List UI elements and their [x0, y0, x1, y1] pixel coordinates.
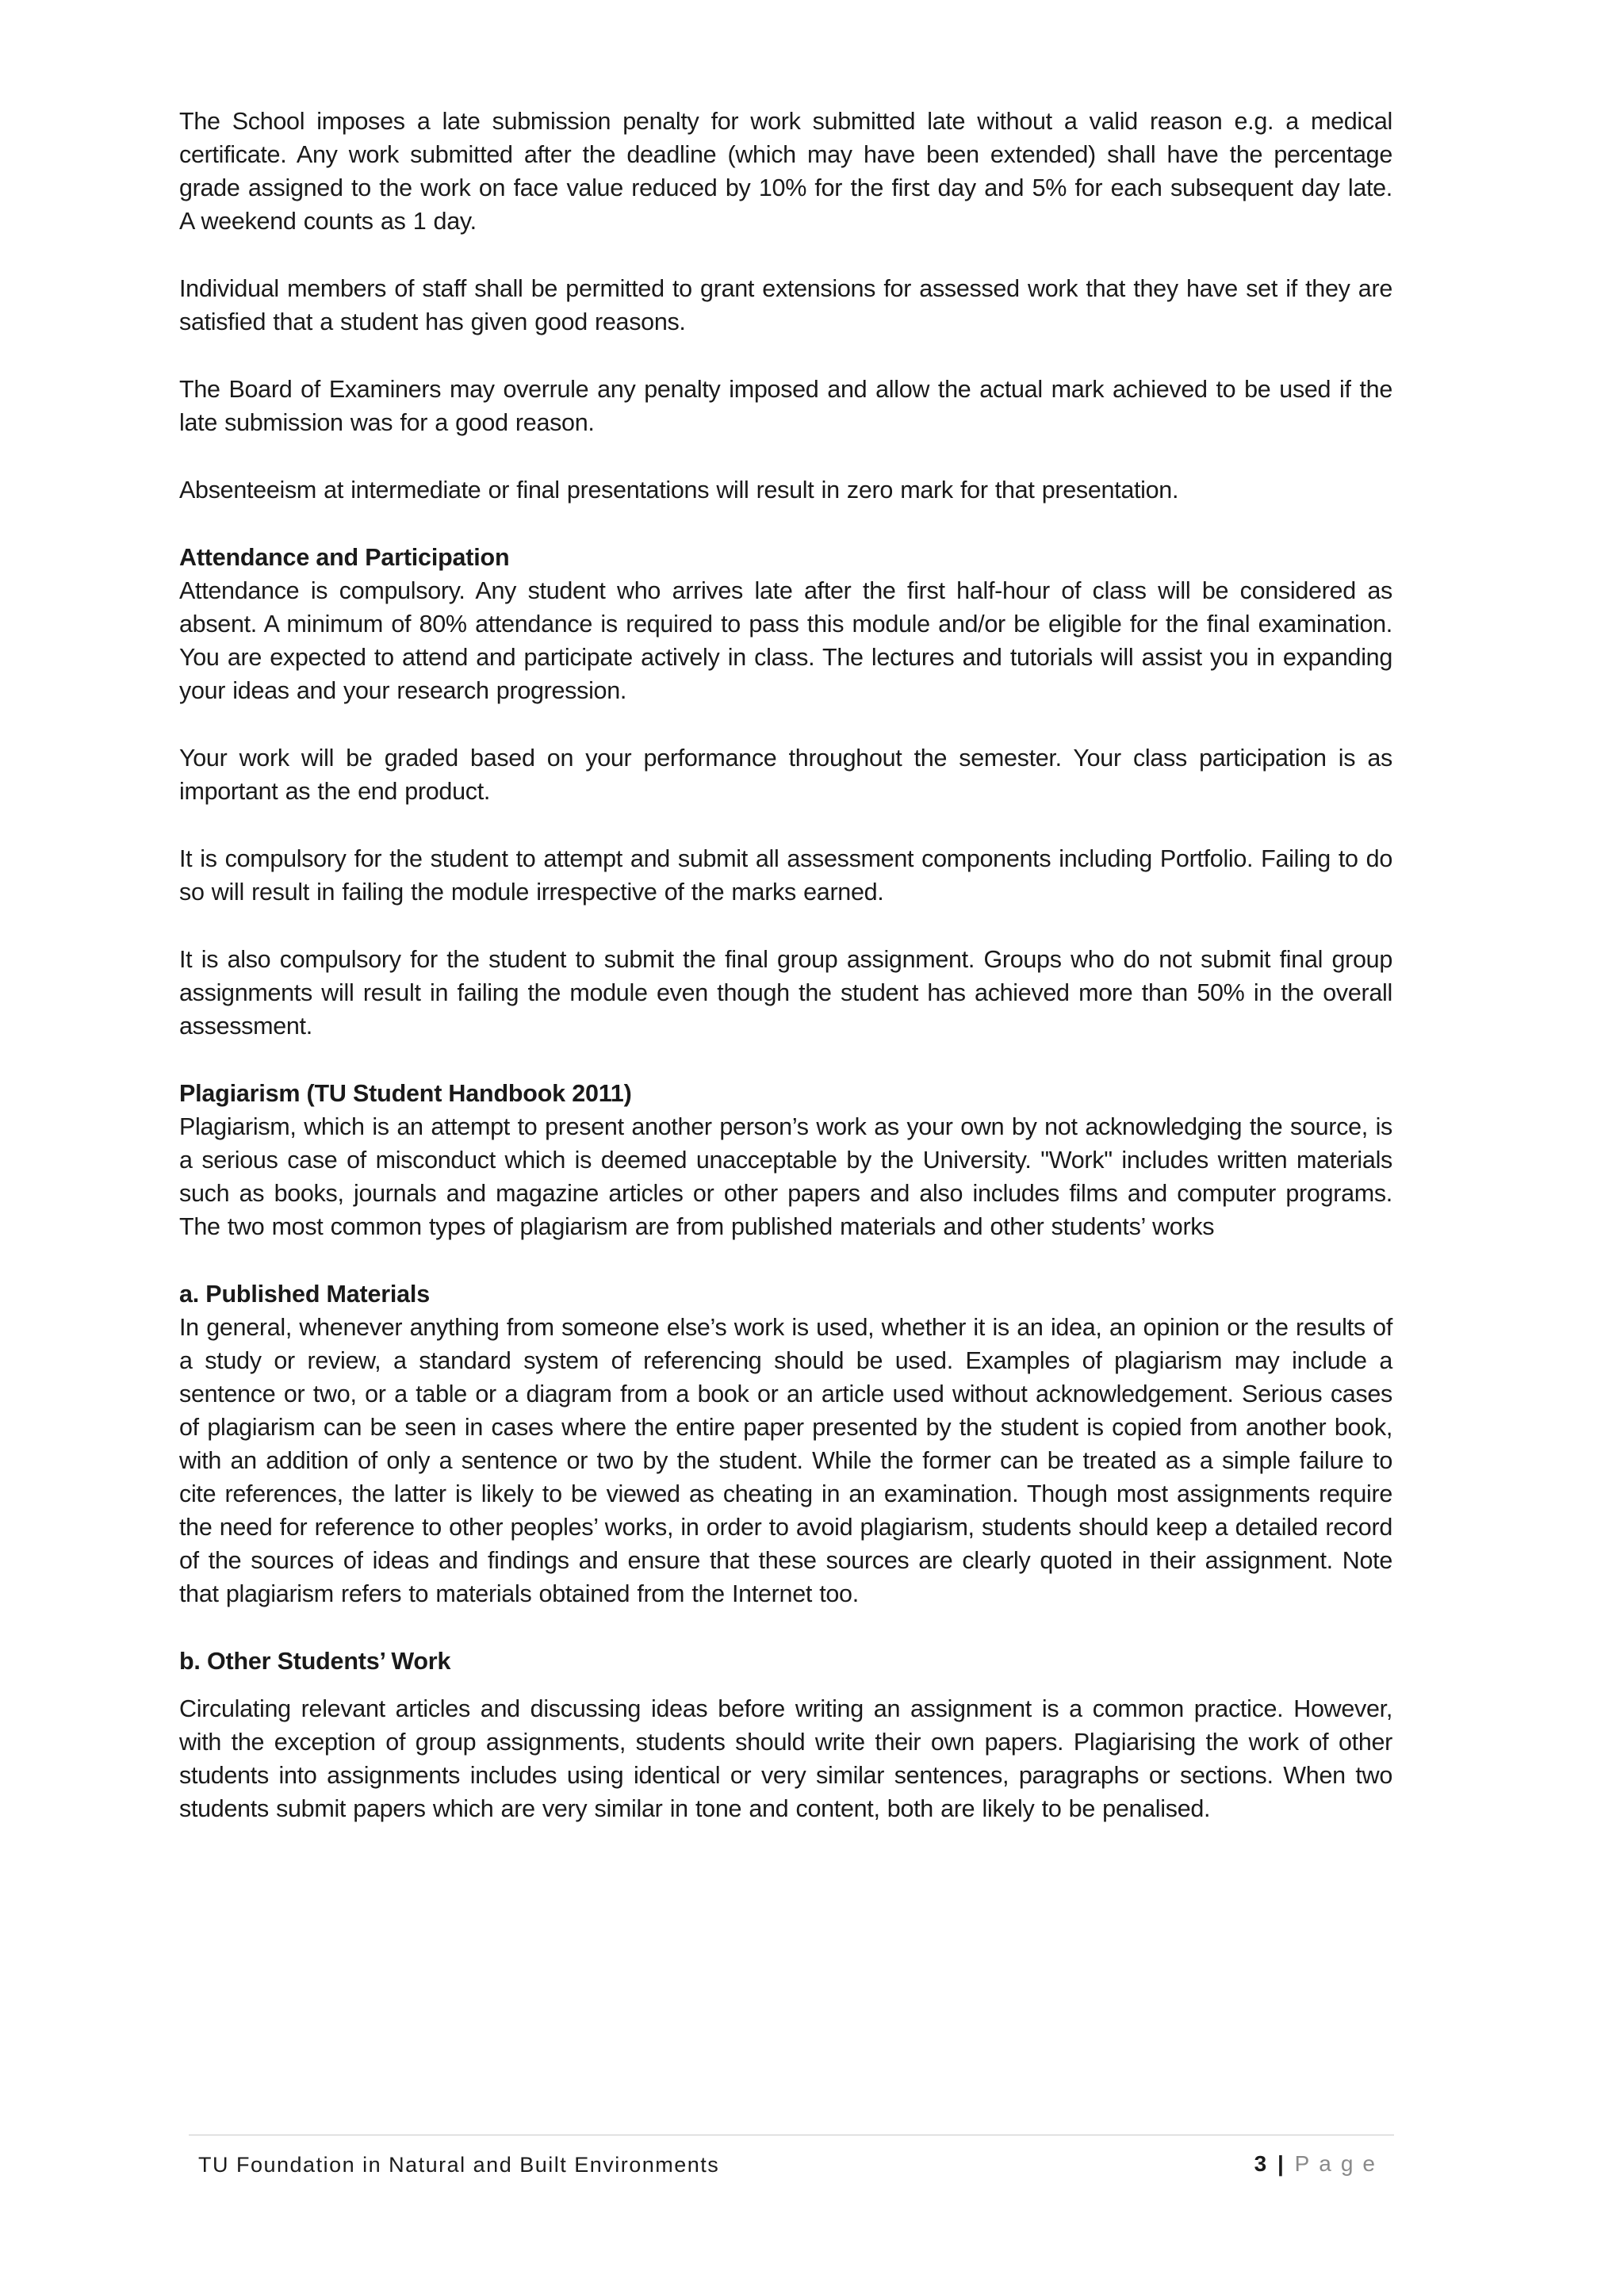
other-students-work-heading: b. Other Students’ Work: [179, 1648, 451, 1675]
page-word: Page: [1294, 2151, 1385, 2176]
board-of-examiners-paragraph: The Board of Examiners may overrule any penalty imposed and allow the actual mark achieved to be used if the late submission was for a good reason.: [179, 376, 1392, 436]
page-footer: [189, 2135, 1394, 2178]
page-number-separator: |: [1277, 2151, 1284, 2176]
attendance-compulsory-paragraph: Attendance is compulsory. Any student who arrives late after the first half-hour of class will be considered as absent. A minimum of 80% attendance is required to pass this module and/or be eligible for the final examination. You are expected to attend and participate actively in class. The lectures and tutorials will assist you in expanding your ideas and your research progression.: [179, 577, 1392, 704]
plagiarism-heading: Plagiarism (TU Student Handbook 2011): [179, 1080, 632, 1107]
other-students-work-paragraph: Circulating relevant articles and discussing ideas before writing an assignment is a common practice. However, with the exception of group assignments, students should write their own papers. Plagiarising the work of other students into assignments includes using identical or very similar sentences, paragraphs or sections. When two students submit papers which are very similar in tone and content, both are likely to be penalised.: [179, 1695, 1392, 1822]
page-number-label: [1254, 2151, 1385, 2177]
page-number: 3: [1254, 2151, 1267, 2176]
attendance-heading: Attendance and Participation: [179, 544, 510, 571]
published-materials-paragraph: In general, whenever anything from someone else’s work is used, whether it is an idea, an opinion or the results of a study or review, a standard system of referencing should be used. Examples of plagiarism may include a sentence or two, or a table or a diagram from a book or an article used without acknowledgement. Serious cases of plagiarism can be seen in cases where the entire paper presented by the student is copied from another book, with an addition of only a sentence or two by the student. While the former can be treated as a simple failure to cite references, the latter is likely to be viewed as cheating in an examination. Though most assignments require the need for reference to other peoples’ works, in order to avoid plagiarism, students should keep a detailed record of the sources of ideas and findings and ensure that these sources are clearly quoted in their assignment. Note that plagiarism refers to materials obtained from the Internet too.: [179, 1314, 1392, 1607]
late-submission-penalty-paragraph: The School imposes a late submission penalty for work submitted late without a valid reason e.g. a medical certificate. Any work submitted after the deadline (which may have been extended) shall have the percentage grade assigned to the work on face value reduced by 10% for the first day and 5% for each subsequent day late. A weekend counts as 1 day.: [179, 108, 1392, 235]
group-assignment-paragraph: It is also compulsory for the student to submit the final group assignment. Groups who do not submit final group assignments will result in failing the module even though the student has achieved more than 50% in the overall assessment.: [179, 946, 1392, 1040]
page-content: [179, 105, 1392, 1859]
published-materials-heading: a. Published Materials: [179, 1281, 430, 1308]
footer-title: TU Foundation in Natural and Built Environments: [198, 2153, 720, 2177]
extensions-paragraph: Individual members of staff shall be permitted to grant extensions for assessed work that they have set if they are satisfied that a student has given good reasons.: [179, 275, 1392, 335]
plagiarism-definition-paragraph: Plagiarism, which is an attempt to present another person’s work as your own by not acknowledging the source, is a serious case of misconduct which is deemed unacceptable by the University. "Work" includes written materials such as books, journals and magazine articles or other papers and also includes films and computer programs. The two most common types of plagiarism are from published materials and other students’ works: [179, 1113, 1392, 1240]
grading-paragraph: Your work will be graded based on your performance throughout the semester. Your class participation is as important as the end product.: [179, 745, 1392, 805]
absenteeism-paragraph: Absenteeism at intermediate or final presentations will result in zero mark for that presentation.: [179, 477, 1179, 504]
assessment-components-paragraph: It is compulsory for the student to attempt and submit all assessment components including Portfolio. Failing to do so will result in failing the module irrespective of the marks earned.: [179, 845, 1392, 906]
